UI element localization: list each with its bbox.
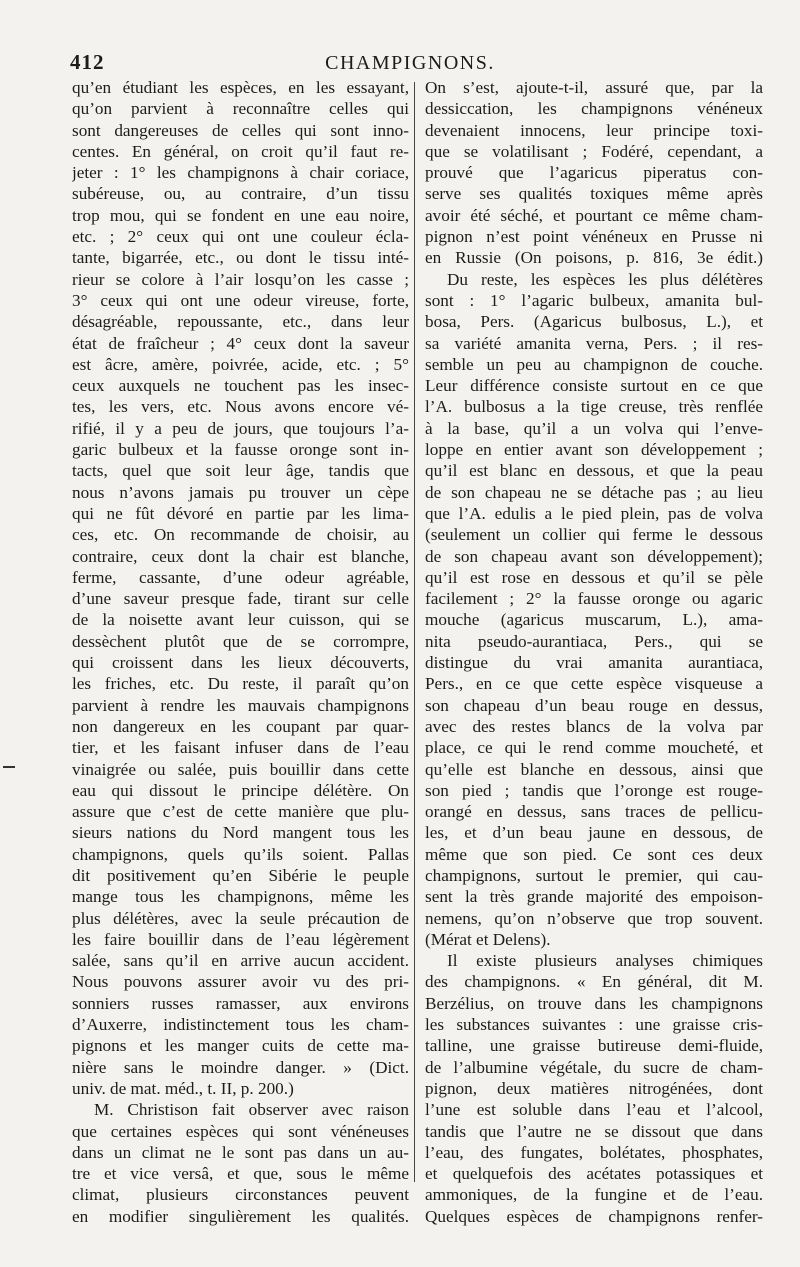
text-line: est âcre, amère, poivrée, acide, etc. ; 5° <box>72 354 409 374</box>
text-line: serve ses qualités toxiques même après <box>425 184 763 204</box>
text-line: tes, les vers, etc. Nous avons encore vé- <box>72 397 409 417</box>
text-line: qu’il est rose en dessous et qu’il se pèle <box>425 567 763 587</box>
text-line: dessiccation, les champignons vénéneux <box>425 99 763 119</box>
text-line: dit positivement qu’en Sibérie le peuple <box>72 865 409 885</box>
page-number: 412 <box>70 50 105 74</box>
running-title: CHAMPIGNONS. <box>325 52 495 74</box>
text-line: pignon n’est point vénéneux en Prusse ni <box>425 227 763 247</box>
text-line: son chapeau d’un beau rouge en dessus, <box>425 695 763 715</box>
text-line: trop mou, qui se fondent en une eau noire, <box>72 205 409 225</box>
text-line: (seulement un collier qui ferme le dessous <box>425 525 763 545</box>
text-line: de l’albumine végétale, du sucre de cham- <box>425 1057 763 1077</box>
text-line: nita pseudo-aurantiaca, Pers., qui se <box>425 631 763 651</box>
text-line: ceux auxquels ne touchent pas les insec- <box>72 376 409 396</box>
text-line: de la noisette avant leur cuisson, qui se <box>72 610 409 630</box>
text-line: nemens, qu’on n’observe que trop souvent. <box>425 908 763 928</box>
text-line: de son chapeau ne se détache pas ; au lieu <box>425 482 763 502</box>
text-line: Du reste, les espèces les plus délétères <box>447 269 763 289</box>
text-line: que se volatilisant ; Fodéré, cependant, a <box>425 141 763 161</box>
text-line: champignons, quels qu’ils soient. Pallas <box>72 844 409 864</box>
text-line: prouvé que l’agaricus piperatus con- <box>425 163 763 183</box>
text-line: Berzélius, on trouve dans les champignons <box>425 993 763 1013</box>
text-line: univ. de mat. méd., t. II, p. 200.) <box>72 1078 294 1098</box>
text-line: avec des restes blancs de la volva par <box>425 716 763 736</box>
text-line: désagréable, repoussante, etc., dans leur <box>72 312 409 332</box>
text-line: en Russie (On poisons, p. 816, 3e édit.) <box>425 248 763 268</box>
text-line: même que son pied. Ce sont ces deux <box>425 844 763 864</box>
text-line: état de fraîcheur ; 4° ceux dont la saveur <box>72 333 409 353</box>
text-line: M. Christison fait observer avec raison <box>94 1100 409 1120</box>
text-line: On s’est, ajoute-t-il, assuré que, par la <box>425 78 763 97</box>
text-line: distingue du vrai amanita aurantiaca, <box>425 653 763 673</box>
text-line: qui ne fût dévoré en partie par les lima- <box>72 503 409 523</box>
text-line: subéreuse, ou, au contraire, d’un tissu <box>72 184 409 204</box>
text-line: vinaigrée ou salée, puis bouillir dans cette <box>72 759 409 779</box>
text-line: salée, sans qu’il en arrive aucun accident. <box>72 951 409 971</box>
text-line: eau qui dissout le principe délétère. On <box>72 780 409 800</box>
text-line: l’eau, des fungates, bolétates, phosphates, <box>425 1142 763 1162</box>
text-line: devenaient innocens, leur principe toxi- <box>425 120 763 140</box>
text-line: d’Auxerre, indistinctement tous les cham- <box>72 1015 409 1035</box>
text-line: sa variété amanita verna, Pers. ; il res- <box>425 333 763 353</box>
text-line: sonniers russes ramasser, aux environs <box>72 993 409 1013</box>
text-line: non dangereux en les coupant par quar- <box>72 716 409 736</box>
text-line: tante, bigarrée, etc., ou dont le tissu inté- <box>72 248 409 268</box>
text-line: orangé en dessus, sans traces de pellicu- <box>425 802 763 822</box>
text-line: que certaines espèces qui sont vénéneuses <box>72 1121 409 1141</box>
text-line: Pers., en ce que cette espèce visqueuse a <box>425 674 763 694</box>
text-line: plus délétères, avec la seule précaution de <box>72 908 409 928</box>
text-line: sieurs nations du Nord mangent tous les <box>72 823 409 843</box>
column-divider <box>414 82 415 1182</box>
text-line: ces, etc. On recommande de choisir, au <box>72 525 409 545</box>
text-line: tandis que l’autre ne se dissout que dans <box>425 1121 763 1141</box>
text-line: avoir été séché, et pourtant ce même cham- <box>425 205 763 225</box>
text-line: les substances suivantes : une graisse cris- <box>425 1015 763 1035</box>
text-line: les friches, etc. Du reste, il paraît qu’on <box>72 674 409 694</box>
text-line: dessèchent plutôt que de se corrompre, <box>72 631 409 651</box>
text-line: qu’on parvient à reconnaître celles qui <box>72 99 409 119</box>
text-line: Quelques espèces de champignons renfer- <box>425 1206 763 1226</box>
text-line: que l’A. edulis a le pied plein, pas de volva <box>425 503 763 523</box>
text-line: Leur différence consiste surtout en ce que <box>425 376 763 396</box>
text-line: (Mérat et Delens). <box>425 929 551 949</box>
text-line: en modifier singulièrement les qualités. <box>72 1206 409 1226</box>
text-line: pignon, deux matières nitrogénées, dont <box>425 1078 763 1098</box>
text-line: assure que c’est de cette manière que plu- <box>72 802 409 822</box>
text-line: jeter : 1° les champignons à chair coriace, <box>72 163 409 183</box>
text-line: 3° ceux qui ont une odeur vireuse, forte, <box>72 290 409 310</box>
text-line: qu’en étudiant les espèces, en les essayant, <box>72 78 409 97</box>
text-line: l’une est soluble dans l’eau et l’alcool, <box>425 1100 763 1120</box>
text-line: qu’il est blanc en dessous, et que la peau <box>425 461 763 481</box>
text-line: les, et d’un beau jaune en dessous, de <box>425 823 763 843</box>
text-line: ammoniques, de la fungine et de l’eau. <box>425 1185 763 1205</box>
text-line: nière sans le moindre danger. » (Dict. <box>72 1057 409 1077</box>
text-line: de son chapeau avant son développement); <box>425 546 763 566</box>
text-line: rifié, il y a peu de jours, que toujours l’a- <box>72 418 409 438</box>
right-column <box>425 77 763 1227</box>
text-line: sont : 1° l’agaric bulbeux, amanita bul- <box>425 290 763 310</box>
text-line: qu’elle est blanche en dessous, ainsi que <box>425 759 763 779</box>
text-line: mouche (agaricus muscarum, L.), ama- <box>425 610 763 630</box>
text-line: place, ce qui le rend comme moucheté, et <box>425 738 763 758</box>
text-line: contraire, ceux dont la chair est blanche, <box>72 546 409 566</box>
text-line: qui croissent dans les lieux découverts, <box>72 653 409 673</box>
text-line: d’une saveur presque fade, tirant sur celle <box>72 589 409 609</box>
text-line: et quelquefois des acétates potassiques et <box>425 1164 763 1184</box>
text-line: les faire bouillir dans de l’eau légèrement <box>72 929 409 949</box>
text-line: ferme, cassante, d’une odeur agréable, <box>72 567 409 587</box>
text-line: sent la très grande majorité des empoison- <box>425 887 763 907</box>
text-line: facilement ; 2° la fausse oronge ou agaric <box>425 589 763 609</box>
text-line: etc. ; 2° ceux qui ont une couleur écla- <box>72 227 409 247</box>
text-line: semble un peu au champignon de couche. <box>425 354 763 374</box>
text-line: l’A. bulbosus a la tige creuse, très renflée <box>425 397 763 417</box>
text-line: Nous pouvons assurer avoir vu des pri- <box>72 972 409 992</box>
text-line: climat, plusieurs circonstances peuvent <box>72 1185 409 1205</box>
margin-mark <box>3 766 15 768</box>
text-line: Il existe plusieurs analyses chimiques <box>447 951 763 971</box>
text-line: rieur se colore à l’air losqu’on les casse ; <box>72 269 409 289</box>
text-line: des champignons. « En général, dit M. <box>425 972 763 992</box>
text-line: mange tous les champignons, même les <box>72 887 409 907</box>
text-line: pignons et les manger cuits de cette ma- <box>72 1036 409 1056</box>
text-line: centes. En général, on croit qu’il faut re- <box>72 141 409 161</box>
text-line: loppe en entier avant son développement ; <box>425 440 763 460</box>
text-line: sont dangereuses de celles qui sont inno- <box>72 120 409 140</box>
text-line: dans un climat ne le sont pas dans un au- <box>72 1142 409 1162</box>
text-line: à la base, qu’il a un volva qui l’enve- <box>425 418 763 438</box>
text-line: tacts, quel que soit leur âge, tandis que <box>72 461 409 481</box>
text-line: nous n’avons jamais pu trouver un cèpe <box>72 482 409 502</box>
text-line: tier, et les faisant infuser dans de l’eau <box>72 738 409 758</box>
text-line: son pied ; tandis que l’oronge est rouge- <box>425 780 763 800</box>
text-line: champignons, surtout le premier, qui cau- <box>425 865 763 885</box>
text-line: talline, une graisse butireuse demi-fluide, <box>425 1036 763 1056</box>
text-line: tre et vice versâ, et que, sous le même <box>72 1164 409 1184</box>
text-line: parvient à rendre les mauvais champignons <box>72 695 409 715</box>
text-line: garic bulbeux et la fausse oronge sont in- <box>72 440 409 460</box>
text-line: bosa, Pers. (Agaricus bulbosus, L.), et <box>425 312 763 332</box>
left-column <box>72 77 409 1227</box>
